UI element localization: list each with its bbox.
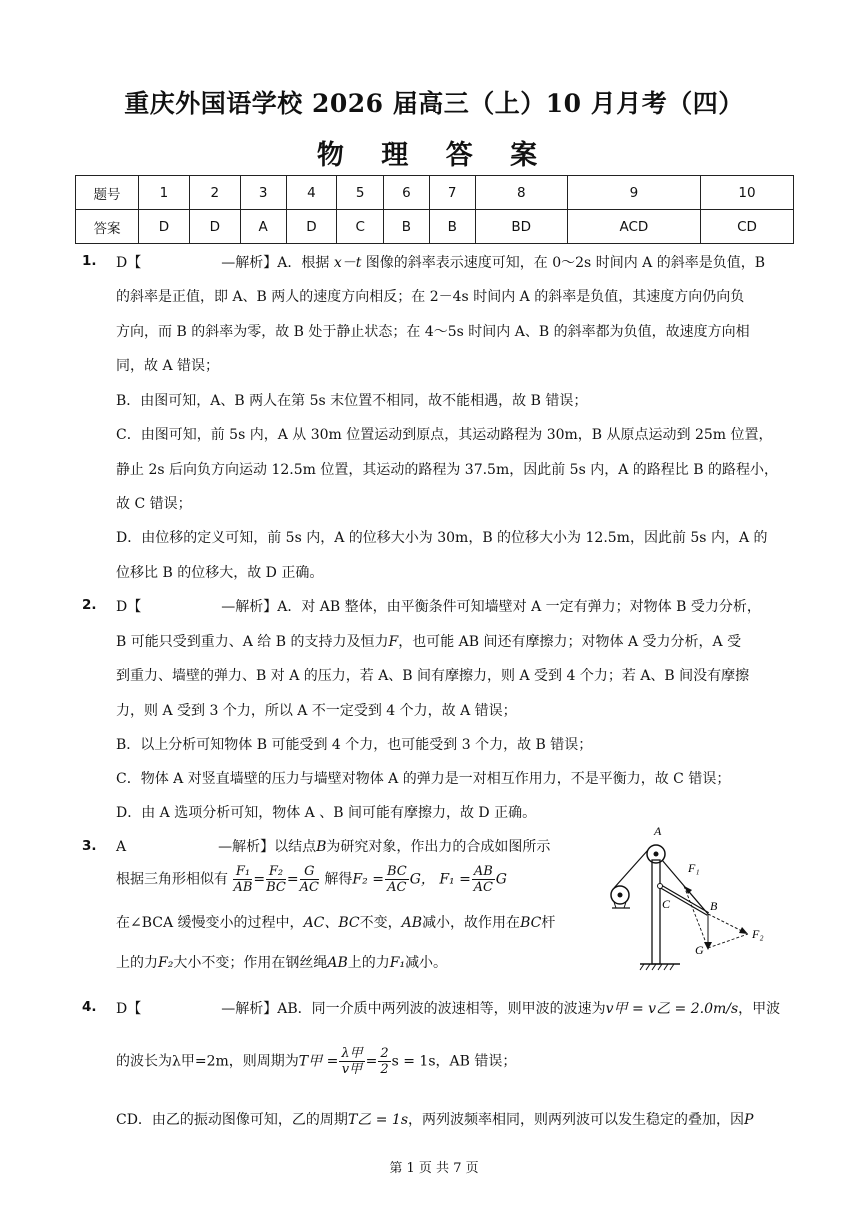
q2-line-2 — [116, 631, 741, 651]
math: x－t — [333, 255, 362, 271]
question-number: 2. — [82, 597, 97, 613]
text: 杆 — [541, 915, 556, 931]
q1-line-4: 同，故 A 错误； — [116, 358, 220, 374]
label-c: C — [662, 897, 671, 911]
vertical-pole — [652, 860, 660, 964]
answer-letter: D【 — [116, 1001, 142, 1017]
text: 根据三角形相似有 — [116, 871, 228, 888]
text: —解析】AB．同一介质中两列波的波速相等，则甲波的波速为 — [221, 1001, 606, 1017]
table-cell: 6 — [383, 176, 429, 210]
numerator: G — [300, 864, 319, 880]
fraction — [300, 864, 319, 895]
subject-title: 物 理 答 案 — [316, 140, 552, 171]
text: 的波长为λ甲=2m，则周期为 — [116, 1053, 299, 1070]
dashed-side — [708, 934, 748, 948]
numerator: AB — [473, 864, 493, 879]
q1-line-1 — [116, 252, 765, 272]
denominator: AC — [387, 880, 407, 895]
dashed-side — [684, 886, 708, 948]
q4-line-1 — [116, 998, 780, 1018]
table-cell: 1 — [139, 176, 190, 210]
q2-line-7: D．由 A 选项分析可知，物体 A 、B 间可能有摩擦力，故 D 正确。 — [116, 805, 537, 821]
text: —解析】A．对 AB 整体，由平衡条件可知墙壁对 A 一定有弹力；对物体 B 受力分析， — [221, 599, 761, 615]
math: AB — [327, 955, 348, 971]
force-diagram — [600, 822, 775, 972]
table-cell: BD — [475, 210, 567, 244]
label-b: B — [710, 899, 718, 913]
ground-hatch — [640, 964, 674, 970]
q3-line-3 — [116, 912, 555, 932]
table-cell: 7 — [429, 176, 475, 210]
table-cell: 4 — [286, 176, 337, 210]
table-cell: 5 — [337, 176, 384, 210]
q2-line-4: 力，则 A 受到 3 个力，所以 A 不一定受到 4 个力，故 A 错误； — [116, 703, 517, 719]
table-cell: 10 — [700, 176, 793, 210]
text: 减小，故作用在 — [422, 915, 521, 931]
question-number: 1. — [82, 253, 97, 269]
table-cell: 2 — [189, 176, 240, 210]
table-cell: 3 — [240, 176, 286, 210]
q4-line-2 — [116, 1046, 516, 1077]
text: B 可能只受到重力、A 给 B 的支持力及恒力 — [116, 634, 389, 650]
math: G， — [409, 871, 435, 888]
q2-line-1 — [116, 596, 761, 616]
q3-line-4 — [116, 952, 447, 972]
row-label: 答案 — [76, 210, 139, 244]
table-cell: D — [189, 210, 240, 244]
q1-line-7: 静止 2s 后向负方向运动 12.5m 位置，其运动的路程为 37.5m，因此前 5s 内，A 的路程比 B 的路程小， — [116, 462, 778, 478]
fraction — [378, 1046, 390, 1077]
q2-line-6: C．物体 A 对竖直墙壁的压力与墙壁对物体 A 的弹力是一对相互作用力，不是平衡力，故 C 错误； — [116, 771, 731, 787]
numerator: F₁ — [233, 864, 252, 880]
table-cell: C — [337, 210, 384, 244]
q2-line-3: 到重力、墙壁的弹力、B 对 A 的压力，若 A、B 间有摩擦力，则 A 受到 4 个力；若 A、B 间没有摩擦 — [116, 668, 750, 684]
table-cell: B — [429, 210, 475, 244]
math: s = 1s — [391, 1053, 436, 1070]
table-cell: 8 — [475, 176, 567, 210]
answer-row — [76, 210, 794, 244]
q3-line-1 — [116, 836, 550, 856]
label-f1: F₁ — [688, 861, 700, 875]
math: F₂ = — [352, 871, 384, 888]
table-cell: B — [383, 210, 429, 244]
table-cell: 9 — [567, 176, 700, 210]
numerator: F₂ — [266, 864, 286, 880]
rope-winch — [614, 850, 648, 888]
question-number: 3. — [82, 838, 97, 854]
math: v甲 = v乙 = 2.0m/s — [605, 1001, 739, 1017]
text: 为研究对象，作出力的合成如图所示 — [326, 839, 551, 855]
text: ，两列波频率相同，则两列波可以发生稳定的叠加，因 — [408, 1112, 744, 1128]
denominator: v甲 — [341, 1062, 363, 1077]
fraction — [472, 864, 495, 895]
math: G — [495, 871, 507, 888]
q1-line-9: D．由位移的定义可知，前 5s 内，A 的位移大小为 30m，B 的位移大小为 12.5m，因此前 5s 内，A 的 — [116, 530, 768, 546]
fraction — [266, 864, 286, 895]
math: F — [388, 634, 399, 650]
text: CD．由乙的振动图像可知，乙的周期 — [116, 1112, 348, 1128]
text: —解析】以结点 — [218, 839, 317, 855]
math: P — [744, 1112, 754, 1128]
label-f2: F₂ — [752, 927, 764, 941]
text: ，AB 错误； — [435, 1053, 517, 1070]
answer-table — [75, 175, 794, 244]
table-cell: A — [240, 210, 286, 244]
table-cell: D — [286, 210, 337, 244]
question-number-row — [76, 176, 794, 210]
table-cell: D — [139, 210, 190, 244]
q1-line-2: 的斜率是正值，即 A、B 两人的速度方向相反；在 2－4s 时间内 A 的斜率是负值，其速度方向仍向负 — [116, 289, 745, 305]
q1-line-3: 方向，而 B 的斜率为零，故 B 处于静止状态；在 4～5s 时间内 A、B 的斜率都为负值，故速度方向相 — [116, 324, 750, 340]
q1-line-5: B．由图可知，A、B 两人在第 5s 末位置不相同，故不能相遇，故 B 错误； — [116, 393, 588, 409]
answer-letter: D【 — [116, 255, 142, 271]
denominator: AC — [473, 880, 493, 895]
table-cell: CD — [700, 210, 793, 244]
math: BC — [520, 915, 542, 931]
math: T甲 = — [298, 1053, 339, 1070]
text: 图像的斜率表示速度可知，在 0～2s 时间内 A 的斜率是负值，B — [365, 255, 765, 271]
math: AB — [401, 915, 423, 931]
fraction — [385, 864, 409, 895]
math: AC、BC — [303, 915, 360, 931]
q4-line-3 — [116, 1109, 753, 1129]
label-a: A — [654, 824, 662, 838]
text: 解得 — [324, 871, 353, 888]
fraction — [339, 1046, 364, 1077]
q3-line-2: 根据三角形相似有 $\frac{\text{F₁}}{AB}$ = $\frac{\text{F₂}}{BC}$ = $\frac{G}{AC}$ 解得F₂ = $\frac{BC}{AC}$ G， F₁ = $\frac{AB}{AC}$ G — [116, 864, 507, 895]
exam-title: 重庆外国语学校 2026 届高三（上）10 月月考（四） — [124, 89, 744, 118]
q2-line-5: B．以上分析可知物体 B 可能受到 4 个力，也可能受到 3 个力，故 B 错误； — [116, 737, 593, 753]
label-g: G — [695, 943, 704, 957]
hinge-c — [658, 884, 663, 889]
text: ，也可能 AB 间还有摩擦力；对物体 A 受力分析，A 受 — [398, 634, 742, 650]
numerator: BC — [386, 864, 407, 879]
denominator: BC — [266, 880, 286, 895]
text: 减小。 — [405, 955, 448, 971]
q1-line-6: C．由图可知，前 5s 内，A 从 30m 位置运动到原点，其运动路程为 30m，B 从原点运动到 25m 位置， — [116, 427, 773, 443]
text: 上的力 — [116, 955, 158, 971]
text: 大小不变；作用在钢丝绳 — [173, 955, 328, 971]
math: F₁ = — [439, 871, 471, 888]
math: T乙 = 1s — [347, 1112, 408, 1128]
denominator: AB — [233, 880, 253, 895]
q1-line-10: 位移比 B 的位移大，故 D 正确。 — [116, 565, 324, 581]
answer-letter: D【 — [116, 599, 142, 615]
numerator: 2 — [380, 1046, 389, 1061]
answer-letter: A — [116, 839, 127, 855]
pulley-axle — [654, 852, 659, 857]
math: F₁ — [389, 955, 406, 971]
page-number: 第 1 页 共 7 页 — [389, 1161, 479, 1176]
text: 在∠BCA 缓慢变小的过程中， — [116, 915, 304, 931]
q1-line-8: 故 C 错误； — [116, 496, 192, 512]
text: = — [365, 1053, 378, 1070]
text: —解析】A．根据 — [221, 255, 330, 271]
fraction — [233, 864, 252, 895]
winch-axle — [618, 893, 623, 898]
math: B — [316, 839, 327, 855]
text: ，甲波 — [738, 1001, 781, 1017]
math: F₂ — [158, 955, 174, 971]
text: 不变， — [359, 915, 402, 931]
text: 上的力 — [347, 955, 390, 971]
denominator: AC — [299, 880, 319, 895]
question-number: 4. — [82, 999, 97, 1015]
row-label: 题号 — [76, 176, 139, 210]
numerator: λ甲 — [341, 1046, 363, 1061]
table-cell: ACD — [567, 210, 700, 244]
denominator: 2 — [380, 1062, 389, 1077]
